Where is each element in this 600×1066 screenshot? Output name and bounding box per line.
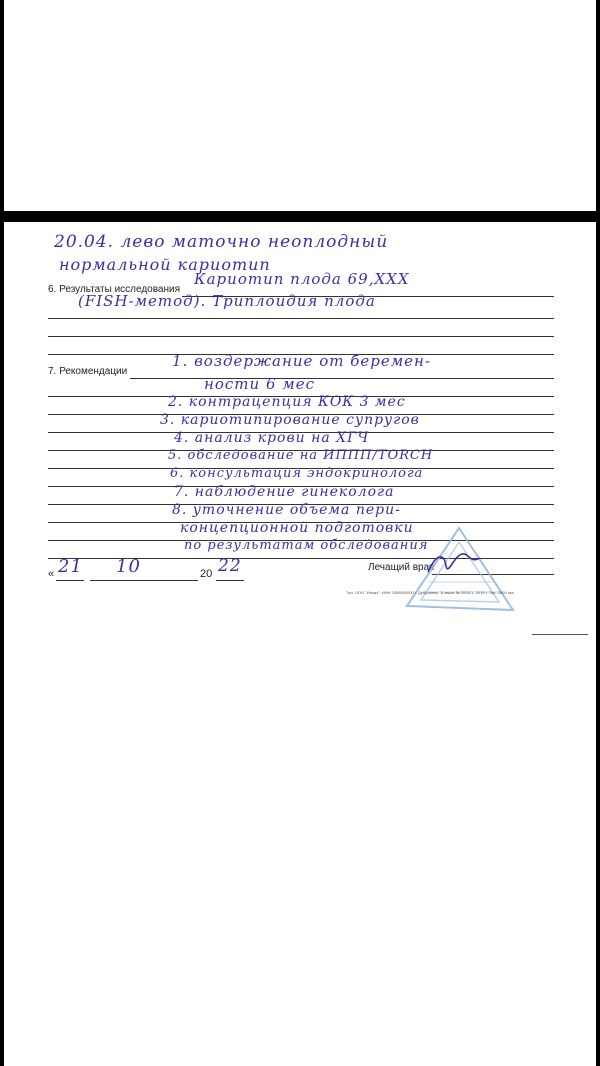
rule (130, 378, 554, 379)
results-handwriting-1: Кариотип плода 69,XXX (194, 270, 410, 288)
recommendation-8a: 8. уточнение объема пери- (172, 502, 401, 518)
recommendation-8b: концепционной подготовки (180, 520, 414, 536)
doctor-label: Лечащий врач (368, 562, 435, 573)
date-year: 22 (218, 556, 242, 576)
date-year-line (216, 580, 244, 581)
recommendation-7: 7. наблюдение гинеколога (174, 484, 395, 500)
results-label: 6. Результаты исследования (48, 284, 181, 295)
recommendation-8c: по результатам обследования (184, 538, 429, 553)
rule (48, 336, 554, 337)
date-month-line (90, 580, 198, 581)
signature-icon (424, 544, 484, 584)
date-quote: « (48, 568, 55, 580)
date-year-prefix: 20 (200, 568, 213, 580)
date-day: 21 (58, 556, 83, 577)
recommendation-5: 5. обследование на ИППП/TORCH (168, 448, 434, 463)
rule (48, 318, 554, 319)
recommendation-6: 6. консультация эндокринолога (170, 466, 424, 481)
recommendation-3: 3. кариотипирование супругов (160, 412, 420, 428)
date-day-line (56, 580, 84, 581)
recommendation-1a: 1. воздержание от беремен- (172, 352, 431, 370)
recommendation-4: 4. анализ крови на ХГЧ (174, 430, 370, 446)
printer-note: Тип. ООО "Ильиз", ИНН 2458000000 г. Дубровник, Ъ.заказ № 2005-1, 2019 г. Тир. 3000 экз. (346, 590, 515, 595)
recommendation-2: 2. контрацепция КОК 3 мес (168, 394, 406, 410)
medical-form-page (4, 222, 596, 1066)
handwritten-line-2: нормальной кариотип (59, 255, 271, 274)
handwritten-line-1: 20.04. лево маточно неоплодный (54, 232, 389, 252)
previous-page (4, 0, 596, 211)
results-handwriting-2: (FISH-метод). Триплоидия плода (78, 292, 376, 310)
recommendation-1b: ности 6 мес (204, 375, 315, 393)
date-month: 10 (116, 556, 141, 577)
recommendations-label: 7. Рекомендации (48, 366, 128, 377)
rule (532, 634, 588, 635)
